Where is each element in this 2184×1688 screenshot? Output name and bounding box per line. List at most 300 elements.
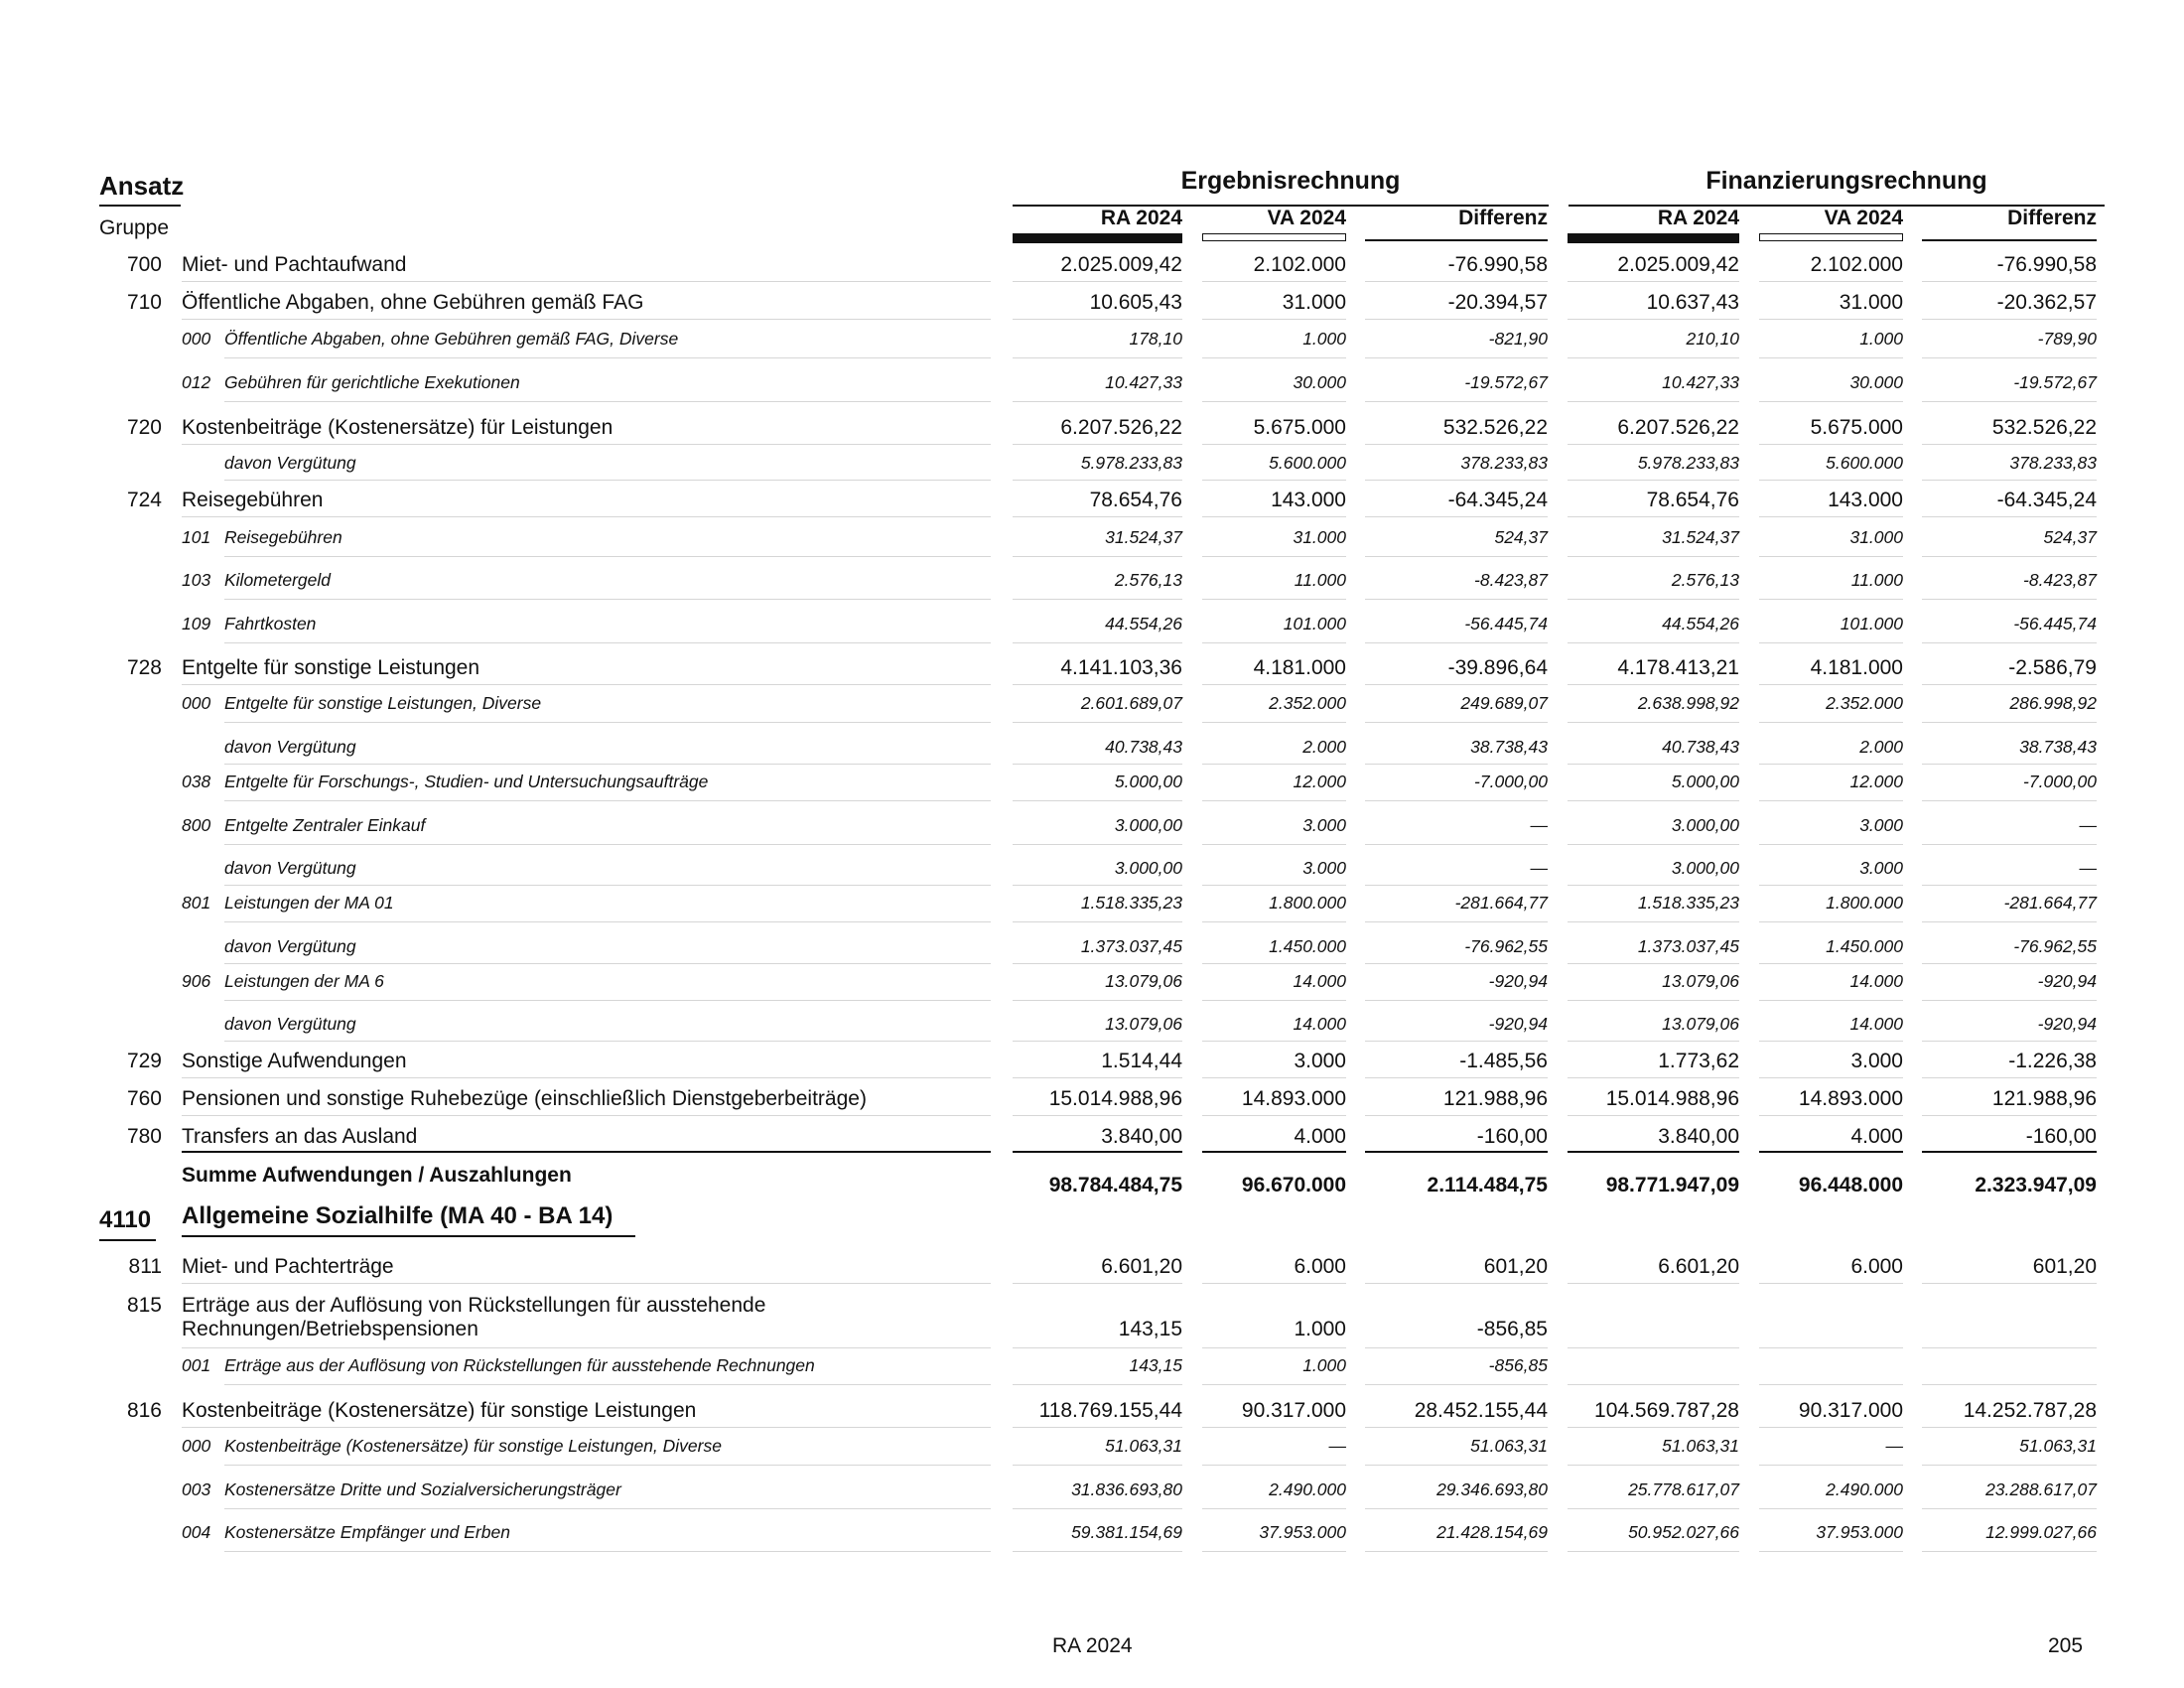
value-cell: -789,90 [2037, 329, 2097, 349]
row-separator [1568, 642, 1739, 643]
value-cell: 14.000 [1293, 1014, 1346, 1034]
value-cell: 1.800.000 [1826, 893, 1903, 913]
value-cell: 143,15 [1118, 1318, 1182, 1340]
row-separator [1922, 599, 2097, 600]
row-separator [1759, 1551, 1903, 1552]
row-separator [1759, 357, 1903, 358]
row-separator [1568, 1283, 1739, 1284]
row-separator [1365, 1508, 1548, 1509]
row-separator [1202, 1508, 1346, 1509]
value-cell: 4.181.000 [1810, 656, 1903, 679]
value-cell: 51.063,31 [1105, 1436, 1182, 1456]
row-separator [1013, 1283, 1182, 1284]
row-label: Transfers an das Ausland [182, 1125, 418, 1148]
value-cell: -76.990,58 [1447, 253, 1548, 276]
ansatz-underline [99, 205, 181, 207]
row-code: 906 [182, 971, 211, 991]
row-separator [1759, 1384, 1903, 1385]
row-separator [1568, 319, 1739, 320]
row-separator [182, 1283, 991, 1284]
row-separator [1013, 1508, 1182, 1509]
value-cell: 5.978.233,83 [1080, 453, 1182, 473]
value-cell: 37.953.000 [1816, 1522, 1903, 1542]
row-separator [1365, 480, 1548, 481]
value-cell: 601,20 [2032, 1255, 2097, 1278]
value-cell: 11.000 [1294, 570, 1346, 590]
row-separator [1202, 1115, 1346, 1116]
row-code: 760 [126, 1087, 162, 1110]
value-cell: 5.000,00 [1671, 772, 1739, 791]
row-code: 728 [126, 656, 162, 679]
value-cell: 13.079,06 [1662, 971, 1739, 991]
row-separator [1922, 963, 2097, 964]
row-separator [1013, 401, 1182, 402]
value-cell: 6.601,20 [1101, 1255, 1182, 1278]
row-separator [1365, 1041, 1548, 1042]
value-cell: 2.025.009,42 [1617, 253, 1739, 276]
value-cell: 78.654,76 [1089, 489, 1182, 511]
row-separator [1922, 516, 2097, 517]
value-cell: 12.999.027,66 [1985, 1522, 2097, 1542]
row-label: Kostenersätze Empfänger und Erben [224, 1522, 510, 1542]
row-separator [1922, 281, 2097, 282]
row-separator [1013, 684, 1182, 685]
value-cell: 51.063,31 [2019, 1436, 2097, 1456]
value-cell: 3.000,00 [1114, 858, 1182, 878]
row-separator [182, 1151, 991, 1153]
value-cell: 59.381.154,69 [1071, 1522, 1182, 1542]
row-separator [1759, 1283, 1903, 1284]
value-cell: 1.000 [1294, 1318, 1346, 1340]
row-separator [1759, 722, 1903, 723]
row-separator [1202, 319, 1346, 320]
row-separator [1013, 1427, 1182, 1428]
row-separator [1202, 921, 1346, 922]
row-separator [1922, 1000, 2097, 1001]
value-cell: 2.114.484,75 [1427, 1174, 1548, 1196]
value-cell: -856,85 [1488, 1355, 1548, 1375]
row-separator [1568, 401, 1739, 402]
value-cell: 1.373.037,45 [1080, 936, 1182, 956]
row-separator [1013, 722, 1182, 723]
value-cell: 31.000 [1839, 291, 1903, 314]
value-cell: 1.773,62 [1658, 1050, 1739, 1072]
row-separator [224, 556, 991, 557]
column-header: RA 2024 [1657, 207, 1739, 229]
row-separator [1568, 1115, 1739, 1116]
row-code: 710 [126, 291, 162, 314]
row-separator [1365, 1151, 1548, 1153]
value-cell: 5.675.000 [1810, 416, 1903, 439]
value-cell: 3.000,00 [1114, 815, 1182, 835]
row-code: 720 [126, 416, 162, 439]
value-cell: 143,15 [1129, 1355, 1182, 1375]
row-separator [1922, 556, 2097, 557]
value-cell: -20.362,57 [1996, 291, 2097, 314]
row-separator [1759, 764, 1903, 765]
value-cell: -64.345,24 [1996, 489, 2097, 511]
row-code: 724 [126, 489, 162, 511]
value-cell: 4.000 [1850, 1125, 1903, 1148]
row-separator [1365, 1427, 1548, 1428]
row-separator [1013, 444, 1182, 445]
row-separator [1365, 516, 1548, 517]
row-label: davon Vergütung [224, 453, 356, 473]
row-separator [1922, 684, 2097, 685]
row-separator [1922, 444, 2097, 445]
value-cell: 1.800.000 [1269, 893, 1346, 913]
value-cell: 14.893.000 [1241, 1087, 1346, 1110]
row-separator [1013, 800, 1182, 801]
row-separator [1202, 1283, 1346, 1284]
column-header: Differenz [1458, 207, 1548, 229]
row-separator [1568, 764, 1739, 765]
value-cell: -8.423,87 [1474, 570, 1548, 590]
row-separator [1568, 1041, 1739, 1042]
row-separator [1759, 1000, 1903, 1001]
row-separator [1202, 1347, 1346, 1348]
row-separator [224, 642, 991, 643]
row-separator [1202, 844, 1346, 845]
row-label: Leistungen der MA 01 [224, 893, 394, 913]
column-header: Differenz [2007, 207, 2097, 229]
value-cell: -821,90 [1488, 329, 1548, 349]
value-cell: -1.226,38 [2008, 1050, 2097, 1072]
row-separator [1365, 1465, 1548, 1466]
row-separator [1759, 1508, 1903, 1509]
value-cell: -160,00 [2025, 1125, 2097, 1148]
row-separator [1202, 963, 1346, 964]
row-label: Kostenbeiträge (Kostenersätze) für sonstige Leistungen [182, 1399, 697, 1422]
row-label: davon Vergütung [224, 858, 356, 878]
row-separator [1922, 1551, 2097, 1552]
row-code: 012 [182, 372, 211, 392]
row-label: Öffentliche Abgaben, ohne Gebühren gemäß FAG, Diverse [224, 329, 679, 349]
row-separator [1922, 1508, 2097, 1509]
value-cell: 3.000 [1302, 858, 1346, 878]
row-separator [1759, 642, 1903, 643]
row-separator [1202, 1384, 1346, 1385]
value-cell: 23.288.617,07 [1985, 1479, 2097, 1499]
row-code: 811 [128, 1255, 162, 1278]
row-separator [224, 401, 991, 402]
value-cell: 2.352.000 [1269, 693, 1346, 713]
row-separator [224, 1551, 991, 1552]
row-separator [1568, 885, 1739, 886]
row-separator [1013, 1551, 1182, 1552]
value-cell: 1.518.335,23 [1637, 893, 1739, 913]
row-separator [1568, 963, 1739, 964]
row-separator [182, 281, 991, 282]
value-cell: 13.079,06 [1105, 971, 1182, 991]
row-separator [1568, 1465, 1739, 1466]
row-separator [1568, 800, 1739, 801]
row-separator [1568, 684, 1739, 685]
value-cell: — [1530, 815, 1548, 835]
row-separator [1202, 722, 1346, 723]
value-cell: 90.317.000 [1241, 1399, 1346, 1422]
row-separator [1759, 556, 1903, 557]
value-cell: 121.988,96 [1442, 1087, 1548, 1110]
row-separator [1759, 1151, 1903, 1153]
value-cell: 2.490.000 [1826, 1479, 1903, 1499]
row-separator [1202, 556, 1346, 557]
va-column-marker [1202, 233, 1346, 241]
row-separator [182, 319, 991, 320]
value-cell: 601,20 [1483, 1255, 1548, 1278]
page-number: 205 [2048, 1634, 2084, 1657]
ra-column-marker [1568, 233, 1739, 243]
row-code: 729 [126, 1050, 162, 1072]
row-separator [1922, 764, 2097, 765]
value-cell: 38.738,43 [1470, 737, 1548, 757]
value-cell: 3.000 [1294, 1050, 1346, 1072]
row-separator [1365, 885, 1548, 886]
value-cell: -160,00 [1476, 1125, 1548, 1148]
row-separator [1759, 480, 1903, 481]
row-separator [1013, 599, 1182, 600]
row-code: 103 [182, 570, 211, 590]
row-separator [1365, 357, 1548, 358]
row-label: Gebühren für gerichtliche Exekutionen [224, 372, 520, 392]
value-cell: 1.000 [1859, 329, 1903, 349]
value-cell: 6.000 [1850, 1255, 1903, 1278]
value-cell: 178,10 [1129, 329, 1182, 349]
value-cell: 4.181.000 [1253, 656, 1346, 679]
value-cell: 104.569.787,28 [1594, 1399, 1739, 1422]
row-label: Kilometergeld [224, 570, 331, 590]
row-separator [1922, 401, 2097, 402]
value-cell: -1.485,56 [1459, 1050, 1548, 1072]
value-cell: — [2079, 858, 2097, 878]
row-label: Entgelte für Forschungs-, Studien- und Untersuchungsaufträge [224, 772, 709, 791]
row-separator [224, 844, 991, 845]
row-separator [1759, 401, 1903, 402]
row-separator [1922, 319, 2097, 320]
value-cell: 532.526,22 [1442, 416, 1548, 439]
row-separator [1202, 1427, 1346, 1428]
row-separator [1568, 480, 1739, 481]
row-separator [1568, 1151, 1739, 1153]
row-label: Entgelte für sonstige Leistungen, Diverse [224, 693, 542, 713]
row-code: 000 [182, 693, 211, 713]
row-separator [1759, 963, 1903, 964]
value-cell: 31.524,37 [1105, 527, 1182, 547]
footer-label: RA 2024 [1052, 1634, 1133, 1657]
value-cell: 40.738,43 [1105, 737, 1182, 757]
value-cell: 12.000 [1293, 772, 1346, 791]
value-cell: 14.000 [1849, 971, 1903, 991]
row-separator [1202, 401, 1346, 402]
row-separator [1759, 599, 1903, 600]
value-cell: 2.000 [1302, 737, 1346, 757]
value-cell: 5.978.233,83 [1637, 453, 1739, 473]
row-label: Kostenbeiträge (Kostenersätze) für Leistungen [182, 416, 614, 439]
row-separator [1013, 281, 1182, 282]
row-separator [1202, 1041, 1346, 1042]
value-cell: 4.178.413,21 [1617, 656, 1739, 679]
row-separator [1568, 556, 1739, 557]
value-cell: 51.063,31 [1662, 1436, 1739, 1456]
row-separator [1013, 1077, 1182, 1078]
row-separator [1013, 963, 1182, 964]
row-separator [182, 1347, 991, 1348]
value-cell: -281.664,77 [1454, 893, 1548, 913]
row-code: 000 [182, 329, 211, 349]
row-separator [1013, 1151, 1182, 1153]
row-separator [1759, 1077, 1903, 1078]
value-cell: 3.000 [1859, 815, 1903, 835]
value-cell: 2.638.998,92 [1637, 693, 1739, 713]
row-separator [1568, 357, 1739, 358]
value-cell: -56.445,74 [2013, 614, 2097, 633]
value-cell: 2.490.000 [1269, 1479, 1346, 1499]
row-separator [1202, 764, 1346, 765]
row-label: Sonstige Aufwendungen [182, 1050, 407, 1072]
row-separator [224, 764, 991, 765]
row-code: 700 [126, 253, 162, 276]
value-cell: 31.000 [1849, 527, 1903, 547]
value-cell: 5.000,00 [1114, 772, 1182, 791]
row-label: Kostenersätze Dritte und Sozialversicherungsträger [224, 1479, 621, 1499]
group-title: Allgemeine Sozialhilfe (MA 40 - BA 14) [182, 1202, 614, 1229]
row-separator [182, 1077, 991, 1078]
row-separator [1759, 444, 1903, 445]
row-label: Erträge aus der Auflösung von Rückstellungen für ausstehende [182, 1294, 766, 1317]
row-separator [1202, 281, 1346, 282]
diff-column-line [1365, 239, 1548, 241]
value-cell: -76.962,55 [2013, 936, 2097, 956]
value-cell: — [1530, 858, 1548, 878]
row-separator [1365, 556, 1548, 557]
row-separator [224, 885, 991, 886]
row-code: 000 [182, 1436, 211, 1456]
value-cell: -2.586,79 [2008, 656, 2097, 679]
row-separator [1365, 722, 1548, 723]
ra-column-marker [1013, 233, 1182, 243]
row-label: Entgelte für sonstige Leistungen [182, 656, 480, 679]
row-separator [1922, 722, 2097, 723]
row-separator [1568, 722, 1739, 723]
row-separator [1568, 844, 1739, 845]
row-separator [224, 722, 991, 723]
row-separator [1759, 885, 1903, 886]
row-separator [1922, 800, 2097, 801]
value-cell: 5.600.000 [1269, 453, 1346, 473]
row-separator [1202, 516, 1346, 517]
row-separator [224, 480, 991, 481]
row-separator [1759, 1427, 1903, 1428]
value-cell: -76.990,58 [1996, 253, 2097, 276]
value-cell: 1.000 [1302, 329, 1346, 349]
value-cell: 5.600.000 [1826, 453, 1903, 473]
row-separator [1202, 1465, 1346, 1466]
value-cell: 30.000 [1293, 372, 1346, 392]
row-separator [224, 599, 991, 600]
row-separator [1013, 1000, 1182, 1001]
row-separator [1922, 1384, 2097, 1385]
value-cell: -7.000,00 [2023, 772, 2097, 791]
row-separator [1922, 642, 2097, 643]
row-code: 109 [182, 614, 211, 633]
value-cell: 28.452.155,44 [1414, 1399, 1548, 1422]
row-separator [1013, 480, 1182, 481]
row-separator [1568, 1347, 1739, 1348]
value-cell: 378.233,83 [2009, 453, 2097, 473]
row-separator [1759, 921, 1903, 922]
row-label: Erträge aus der Auflösung von Rückstellungen für ausstehende Rechnungen [224, 1355, 815, 1375]
value-cell: 210,10 [1686, 329, 1739, 349]
row-separator [1013, 1465, 1182, 1466]
section-finanzierungsrechnung: Finanzierungsrechnung [1706, 167, 1987, 195]
value-cell: 524,37 [1494, 527, 1548, 547]
value-cell: -39.896,64 [1447, 656, 1548, 679]
row-separator [1568, 1384, 1739, 1385]
value-cell: -856,85 [1476, 1318, 1548, 1340]
value-cell: 6.000 [1294, 1255, 1346, 1278]
row-separator [1568, 444, 1739, 445]
value-cell: -920,94 [1488, 1014, 1548, 1034]
value-cell: 31.524,37 [1662, 527, 1739, 547]
value-cell: 532.526,22 [1991, 416, 2097, 439]
value-cell: -920,94 [2037, 971, 2097, 991]
row-separator [182, 1115, 991, 1116]
row-separator [182, 1427, 991, 1428]
row-separator [182, 516, 991, 517]
value-cell: 14.252.787,28 [1963, 1399, 2097, 1422]
value-cell: 118.769.155,44 [1038, 1399, 1182, 1422]
row-separator [1922, 844, 2097, 845]
row-separator [1922, 1465, 2097, 1466]
row-separator [224, 1000, 991, 1001]
row-separator [224, 1384, 991, 1385]
row-separator [1922, 1347, 2097, 1348]
row-separator [1922, 480, 2097, 481]
row-separator [1202, 800, 1346, 801]
value-cell: -19.572,67 [2013, 372, 2097, 392]
row-label: davon Vergütung [224, 737, 356, 757]
row-separator [1202, 642, 1346, 643]
row-separator [224, 800, 991, 801]
row-label-continued: Rechnungen/Betriebspensionen [182, 1318, 478, 1340]
row-label: Öffentliche Abgaben, ohne Gebühren gemäß FAG [182, 291, 644, 314]
row-separator [1365, 800, 1548, 801]
row-separator [1013, 1347, 1182, 1348]
value-cell: 3.000 [1302, 815, 1346, 835]
row-code: 780 [126, 1125, 162, 1148]
value-cell: 2.601.689,07 [1080, 693, 1182, 713]
value-cell: 1.450.000 [1826, 936, 1903, 956]
value-cell: 524,37 [2043, 527, 2097, 547]
value-cell: -64.345,24 [1447, 489, 1548, 511]
row-separator [1202, 444, 1346, 445]
row-separator [1202, 885, 1346, 886]
value-cell: 37.953.000 [1259, 1522, 1346, 1542]
row-label: Entgelte Zentraler Einkauf [224, 815, 426, 835]
group-code-underline [99, 1239, 156, 1241]
row-separator [1202, 357, 1346, 358]
row-code: 816 [126, 1399, 162, 1422]
va-column-marker [1759, 233, 1903, 241]
row-separator [182, 684, 991, 685]
column-header: VA 2024 [1267, 207, 1346, 229]
row-code: 001 [182, 1355, 211, 1375]
value-cell: -920,94 [1488, 971, 1548, 991]
value-cell: 13.079,06 [1105, 1014, 1182, 1034]
section-ergebnisrechnung: Ergebnisrechnung [1180, 167, 1401, 195]
row-separator [1365, 764, 1548, 765]
row-separator [224, 963, 991, 964]
